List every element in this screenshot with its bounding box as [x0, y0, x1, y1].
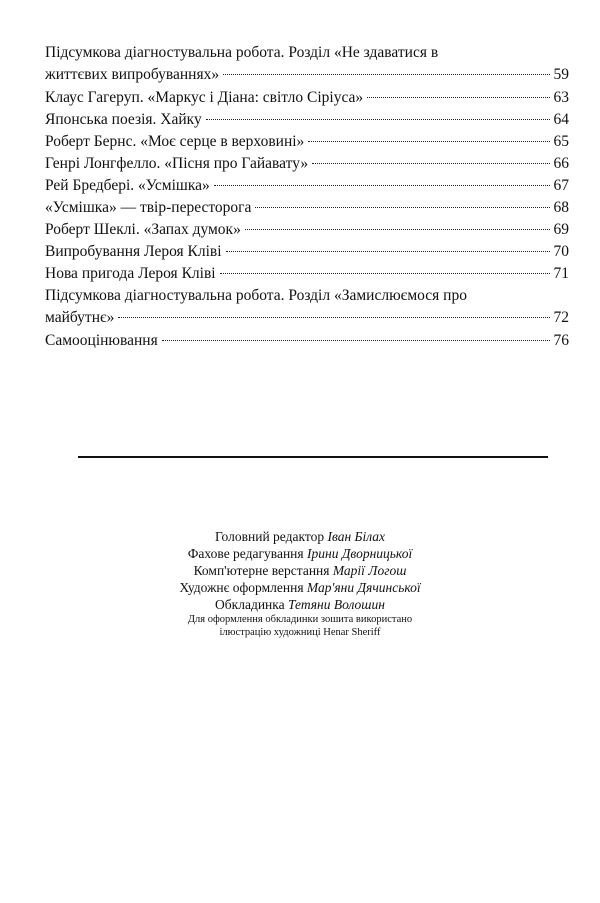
toc-entry-page: 59 [553, 66, 569, 83]
toc-entry-title: Роберт Бернс. «Моє серце в верховині» [45, 133, 305, 150]
credit-name: Ірини Дворницької [307, 546, 413, 561]
toc-entry [45, 131, 569, 153]
credit-role: Фахове редагування [187, 546, 304, 561]
toc-entry-page: 71 [553, 265, 569, 282]
toc-entry [45, 241, 569, 263]
toc-entry-title-line1: Підсумкова діагностувальна робота. Розділ «Замислюємося про [45, 287, 467, 304]
horizontal-divider [78, 456, 548, 458]
credit-role: Художнє оформлення [179, 580, 304, 595]
credit-name: Іван Білах [327, 529, 386, 544]
toc-entry-page: 65 [553, 133, 569, 150]
dot-leader [367, 97, 549, 98]
dot-leader [223, 74, 549, 75]
cover-illustration-note: ілюстрацію художниці Henar Sheriff [219, 627, 381, 638]
toc-entry-title: майбутнє» [45, 309, 115, 326]
toc-entry-page: 70 [553, 243, 569, 260]
toc-entry-title: Японська поезія. Хайку [45, 111, 202, 128]
toc-entry-page: 66 [553, 155, 569, 172]
credit-layout [0, 562, 600, 579]
credit-role: Обкладинка [215, 597, 285, 612]
toc-entry-title: Рей Бредбері. «Усмішка» [45, 177, 210, 194]
dot-leader [255, 207, 549, 208]
toc-entry [45, 219, 569, 241]
toc-entry [45, 285, 569, 329]
dot-leader [245, 229, 550, 230]
table-of-contents [45, 42, 569, 352]
toc-entry-title: Роберт Шеклі. «Запах думок» [45, 221, 241, 238]
credit-name: Мар'яни Дячинської [306, 580, 421, 595]
credits-block [0, 528, 600, 639]
dot-leader [214, 185, 550, 186]
toc-entry-title: «Усмішка» — твір-пересторога [45, 199, 252, 216]
toc-entry-title: Випробування Лероя Кліві [45, 243, 222, 260]
credit-proofreading [0, 545, 600, 562]
credit-art [0, 579, 600, 596]
dot-leader [308, 141, 549, 142]
cover-illustration-note: Для оформлення обкладинки зошита використано [187, 614, 413, 625]
credit-name: Тетяни Волошин [288, 597, 385, 612]
toc-entry-page: 76 [553, 332, 569, 349]
dot-leader [206, 119, 550, 120]
dot-leader [118, 317, 549, 318]
dot-leader [220, 273, 550, 274]
toc-entry-page: 63 [553, 89, 569, 106]
toc-entry [45, 153, 569, 175]
credit-role: Комп'ютерне верстання [193, 563, 330, 578]
toc-entry-page: 64 [553, 111, 569, 128]
toc-entry-title: життєвих випробуваннях» [45, 66, 220, 83]
toc-entry [45, 197, 569, 219]
toc-entry [45, 263, 569, 285]
credit-editor [0, 528, 600, 545]
credit-role: Головний редактор [214, 529, 325, 544]
toc-entry-title: Самооцінювання [45, 332, 158, 349]
toc-entry-title: Клаус Гагеруп. «Маркус і Діана: світло Сіріуса» [45, 89, 364, 106]
toc-entry [45, 330, 569, 352]
toc-entry [45, 42, 569, 86]
toc-entry-title: Нова пригода Лероя Кліві [45, 265, 216, 282]
toc-entry [45, 87, 569, 109]
toc-entry-page: 67 [553, 177, 569, 194]
dot-leader [226, 251, 550, 252]
toc-entry-page: 68 [553, 199, 569, 216]
credit-cover [0, 596, 600, 613]
toc-entry-title: Генрі Лонгфелло. «Пісня про Гайавату» [45, 155, 309, 172]
credit-name: Марії Логош [332, 563, 407, 578]
dot-leader [162, 340, 550, 341]
toc-entry [45, 109, 569, 131]
toc-entry [45, 175, 569, 197]
toc-entry-page: 72 [553, 309, 569, 326]
toc-entry-page: 69 [553, 221, 569, 238]
toc-entry-title-line1: Підсумкова діагностувальна робота. Розділ «Не здаватися в [45, 44, 439, 61]
dot-leader [312, 163, 549, 164]
